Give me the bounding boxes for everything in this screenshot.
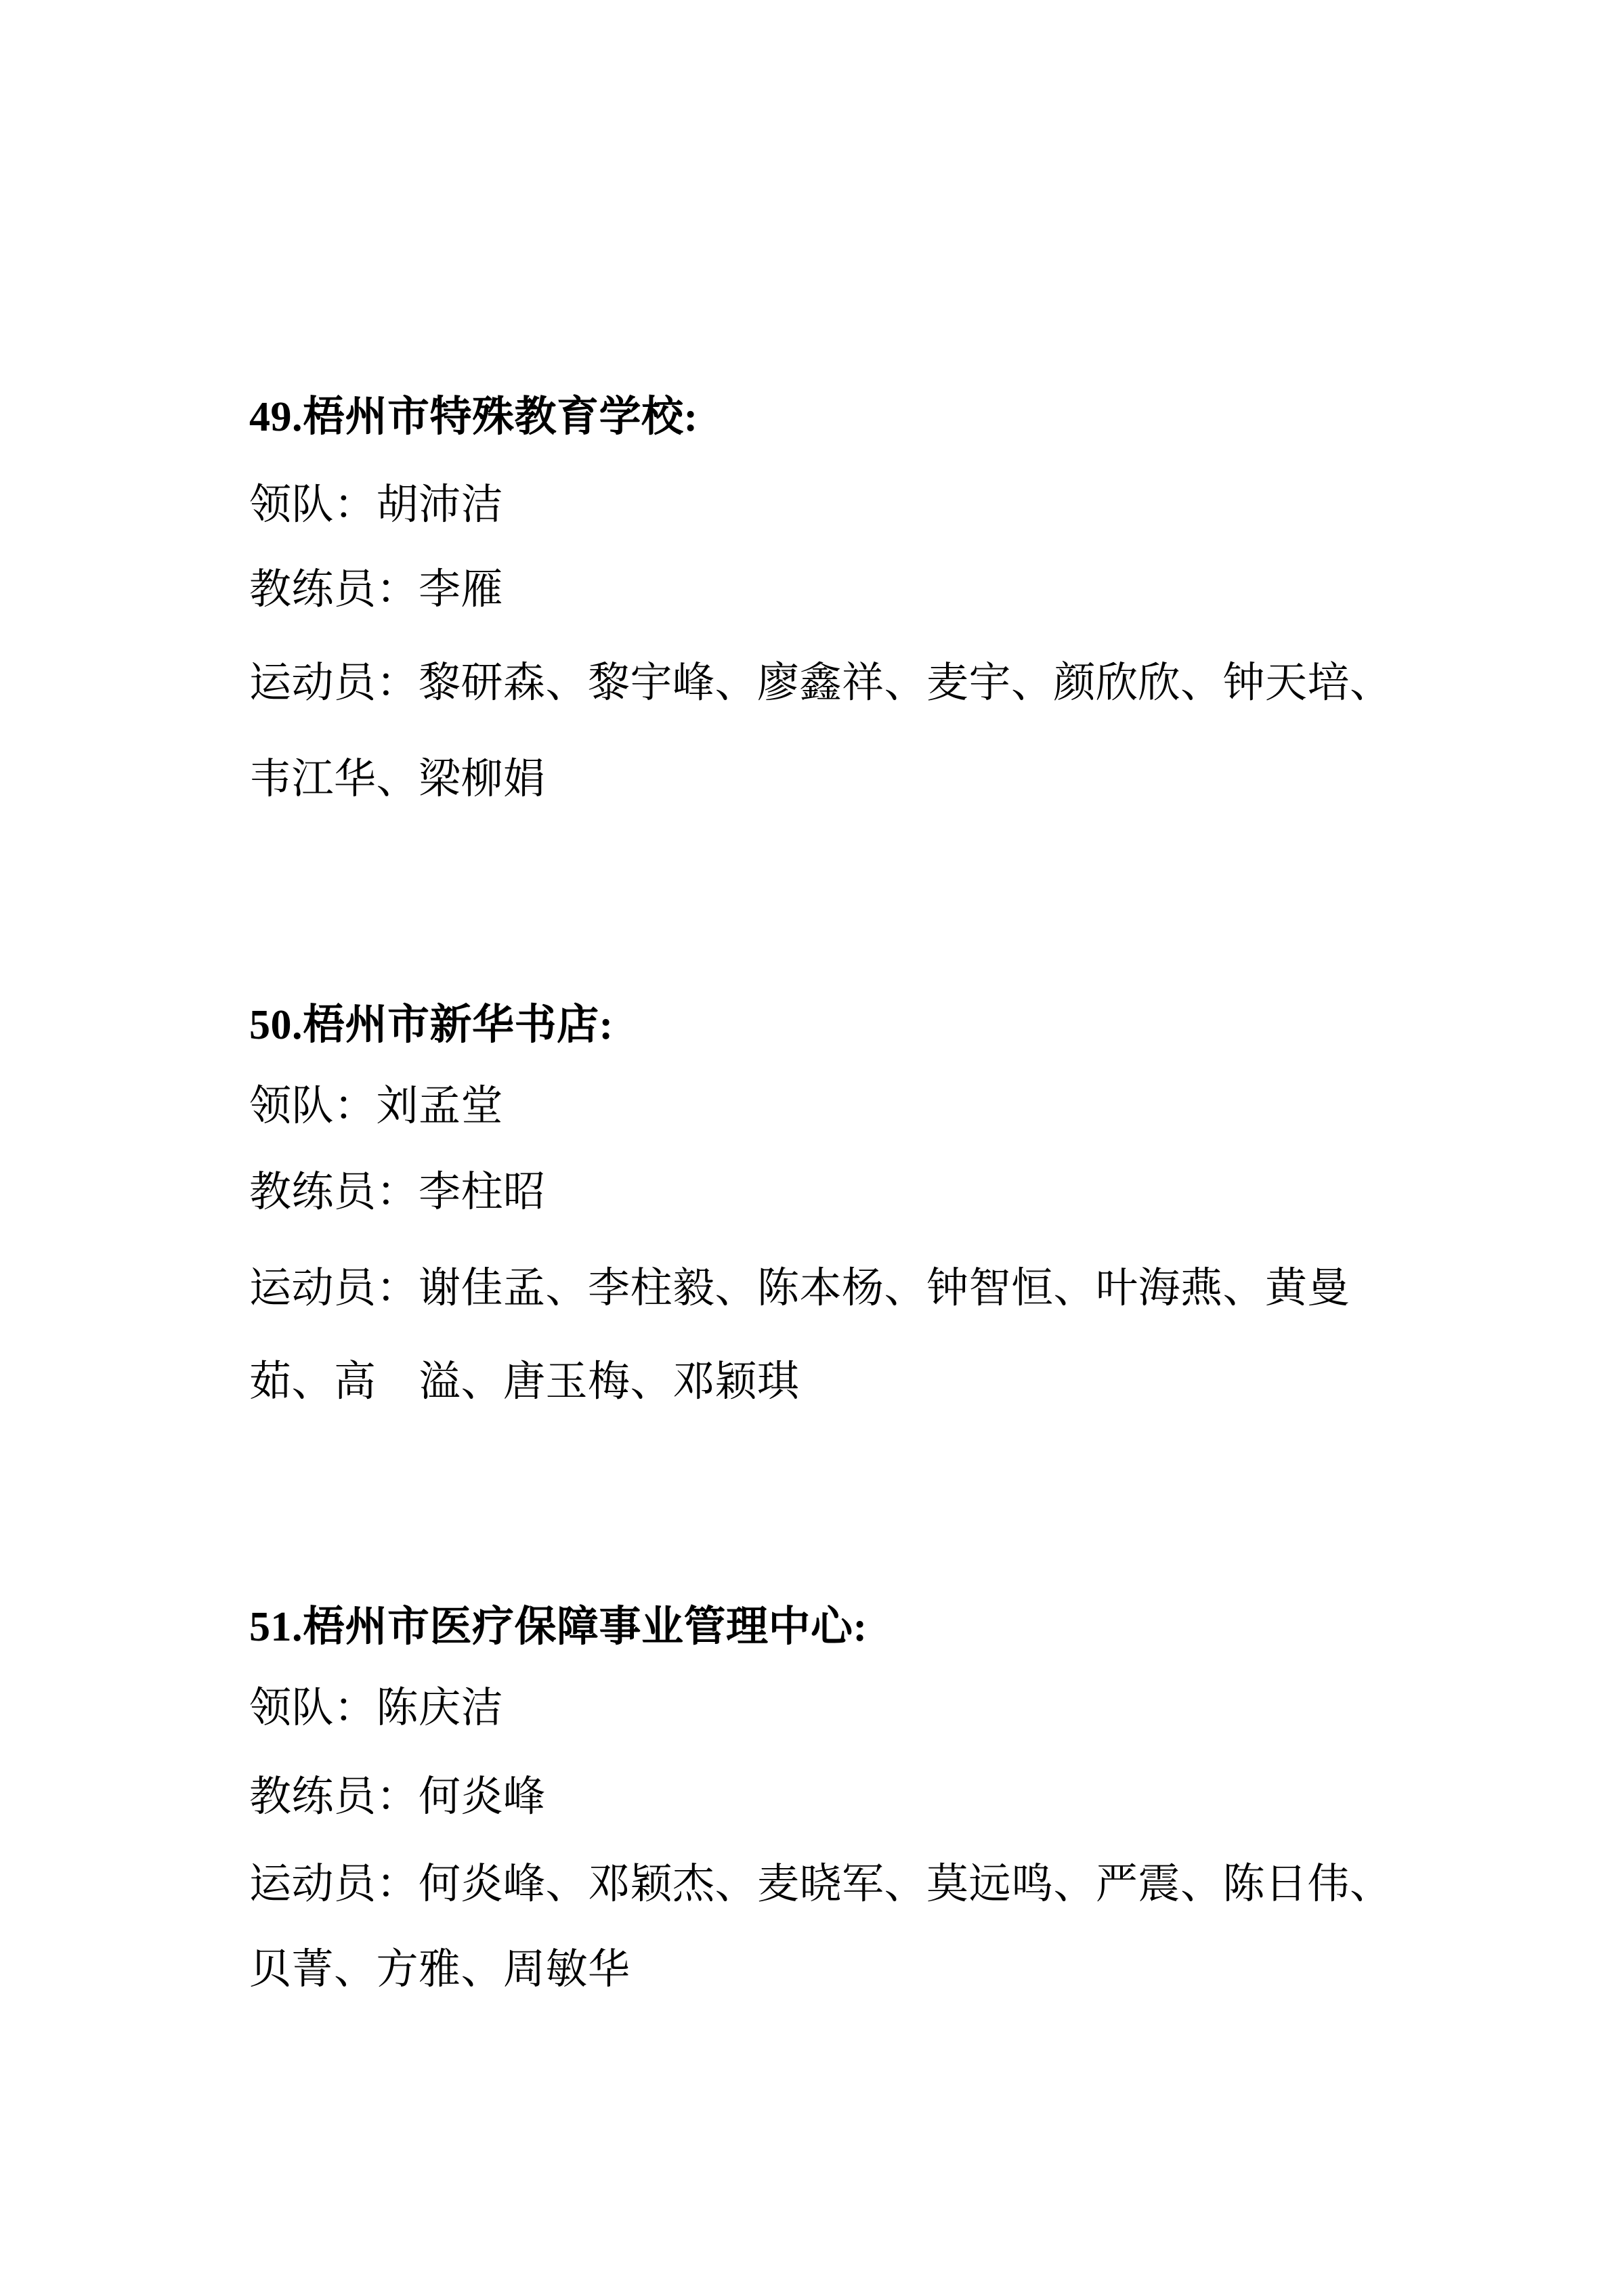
team-51-heading: 51.梧州市医疗保障事业管理中心: <box>249 1604 868 1650</box>
team-50-heading: 50.梧州市新华书店: <box>249 1002 614 1048</box>
team-49-athletes-line: 运动员：黎研森、黎宇峰、廖鑫祥、麦宇、颜欣欣、钟天培、 <box>249 660 1392 706</box>
team-51-athletes-line-continued: 贝菁、方雅、周敏华 <box>249 1947 631 1993</box>
team-51-leader-line: 领队：陈庆洁 <box>249 1685 504 1731</box>
team-49-heading: 49.梧州市特殊教育学校: <box>249 394 698 440</box>
team-50-coach-line: 教练员：李柱昭 <box>249 1169 546 1215</box>
team-51-coach-line: 教练员：何炎峰 <box>249 1774 546 1820</box>
team-50-leader-line: 领队：刘孟堂 <box>249 1083 504 1129</box>
team-49-coach-line: 教练员：李雁 <box>249 567 504 613</box>
team-50-athletes-line-continued: 茹、高 溢、唐玉梅、邓颖琪 <box>249 1359 800 1405</box>
team-50-athletes-line: 运动员：谢佳孟、李柱毅、陈本杨、钟智恒、叶海燕、黄曼 <box>249 1265 1350 1312</box>
team-49-athletes-line-continued: 韦江华、梁柳娟 <box>249 756 546 802</box>
team-49-leader-line: 领队：胡沛洁 <box>249 482 504 528</box>
team-51-athletes-line: 运动员：何炎峰、邓颖杰、麦晓军、莫远鸣、严震、陈日伟、 <box>249 1861 1392 1907</box>
